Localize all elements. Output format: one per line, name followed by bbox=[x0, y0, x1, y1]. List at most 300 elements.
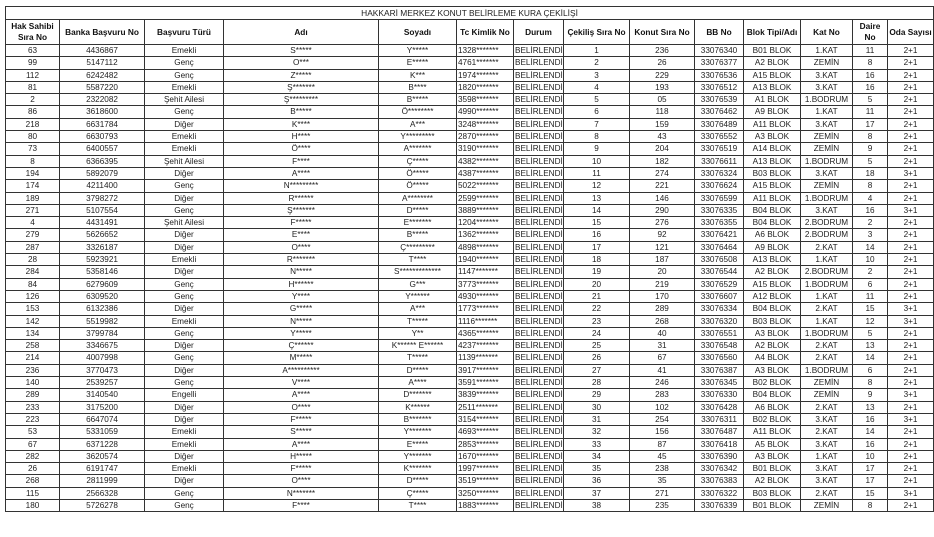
cell-blok-tipi: B04 BLOK bbox=[744, 217, 801, 229]
cell-basvuru-turu: Genç bbox=[145, 204, 224, 216]
cell-banka-basvuru-no: 3620574 bbox=[60, 450, 145, 462]
cell-hak-sahibi-sira-no: 53 bbox=[6, 426, 60, 438]
cell-basvuru-turu: Diğer bbox=[145, 241, 224, 253]
cell-basvuru-turu: Genç bbox=[145, 180, 224, 192]
table-row bbox=[6, 438, 934, 450]
cell-blok-tipi: A4 BLOK bbox=[744, 352, 801, 364]
cell-oda-sayisi: 3+1 bbox=[888, 204, 934, 216]
table-row bbox=[6, 463, 934, 475]
cell-adi: M***** bbox=[224, 352, 379, 364]
cell-cekilis-sira-no: 7 bbox=[564, 118, 630, 130]
cell-kat-no: 3.KAT bbox=[801, 438, 853, 450]
cell-blok-tipi: A3 BLOK bbox=[744, 450, 801, 462]
cell-konut-sira-no: 67 bbox=[630, 352, 695, 364]
cell-banka-basvuru-no: 6366395 bbox=[60, 155, 145, 167]
cell-soyadi: K****** bbox=[379, 401, 457, 413]
cell-adi: A**** bbox=[224, 438, 379, 450]
cell-hak-sahibi-sira-no: 26 bbox=[6, 463, 60, 475]
cell-daire-no: 11 bbox=[853, 106, 888, 118]
table-row bbox=[6, 155, 934, 167]
cell-blok-tipi: B03 BLOK bbox=[744, 315, 801, 327]
cell-cekilis-sira-no: 2 bbox=[564, 57, 630, 69]
cell-bb-no: 33076508 bbox=[695, 254, 744, 266]
cell-durum: BELİRLENDİ bbox=[515, 267, 563, 277]
cell-konut-sira-no: 20 bbox=[630, 266, 695, 278]
cell-banka-basvuru-no: 4007998 bbox=[60, 352, 145, 364]
cell-oda-sayisi: 2+1 bbox=[888, 499, 934, 511]
cell-oda-sayisi: 2+1 bbox=[888, 69, 934, 81]
cell-bb-no: 33076390 bbox=[695, 450, 744, 462]
cell-oda-sayisi: 2+1 bbox=[888, 278, 934, 290]
cell-cekilis-sira-no: 21 bbox=[564, 290, 630, 302]
cell-tc-kimlik-no: 1116******* bbox=[457, 315, 514, 327]
table-row bbox=[6, 340, 934, 352]
cell-basvuru-turu: Genç bbox=[145, 352, 224, 364]
cell-tc-kimlik-no: 2599******* bbox=[457, 192, 514, 204]
cell-cekilis-sira-no: 28 bbox=[564, 377, 630, 389]
cell-bb-no: 33076340 bbox=[695, 45, 744, 57]
table-row bbox=[6, 499, 934, 511]
cell-bb-no: 33076624 bbox=[695, 180, 744, 192]
cell-konut-sira-no: 246 bbox=[630, 377, 695, 389]
cell-konut-sira-no: 35 bbox=[630, 475, 695, 487]
cell-soyadi: Y******* bbox=[379, 450, 457, 462]
cell-banka-basvuru-no: 5892079 bbox=[60, 167, 145, 179]
cell-basvuru-turu: Genç bbox=[145, 69, 224, 81]
cell-durum: BELİRLENDİ bbox=[515, 82, 563, 92]
cell-durum: BELİRLENDİ bbox=[515, 304, 563, 314]
cell-soyadi: Y********* bbox=[379, 131, 457, 143]
cell-kat-no: 1.BODRUM bbox=[801, 364, 853, 376]
cell-cekilis-sira-no: 24 bbox=[564, 327, 630, 339]
cell-konut-sira-no: 187 bbox=[630, 254, 695, 266]
cell-blok-tipi: B01 BLOK bbox=[744, 499, 801, 511]
cell-konut-sira-no: 26 bbox=[630, 57, 695, 69]
cell-banka-basvuru-no: 5107554 bbox=[60, 204, 145, 216]
column-header-adi: Adı bbox=[224, 20, 379, 45]
cell-konut-sira-no: 159 bbox=[630, 118, 695, 130]
cell-konut-sira-no: 290 bbox=[630, 204, 695, 216]
table-row bbox=[6, 413, 934, 425]
cell-adi: Ş********* bbox=[224, 94, 379, 106]
cell-soyadi: T**** bbox=[379, 499, 457, 511]
cell-oda-sayisi: 2+1 bbox=[888, 475, 934, 487]
cell-konut-sira-no: 193 bbox=[630, 81, 695, 93]
cell-bb-no: 33076529 bbox=[695, 278, 744, 290]
cell-tc-kimlik-no: 3250******* bbox=[457, 487, 514, 499]
cell-cekilis-sira-no: 26 bbox=[564, 352, 630, 364]
cell-cekilis-sira-no: 23 bbox=[564, 315, 630, 327]
cell-soyadi: T**** bbox=[379, 254, 457, 266]
cell-konut-sira-no: 204 bbox=[630, 143, 695, 155]
cell-durum: BELİRLENDİ bbox=[515, 328, 563, 338]
cell-soyadi: B***** bbox=[379, 229, 457, 241]
table-row bbox=[6, 106, 934, 118]
cell-cekilis-sira-no: 27 bbox=[564, 364, 630, 376]
cell-kat-no: 3.KAT bbox=[801, 69, 853, 81]
cell-kat-no: 2.KAT bbox=[801, 426, 853, 438]
cell-basvuru-turu: Engelli bbox=[145, 389, 224, 401]
cell-durum: BELİRLENDİ bbox=[515, 58, 563, 68]
cell-daire-no: 9 bbox=[853, 389, 888, 401]
cell-hak-sahibi-sira-no: 142 bbox=[6, 315, 60, 327]
cell-adi: S***** bbox=[224, 45, 379, 57]
cell-blok-tipi: A9 BLOK bbox=[744, 106, 801, 118]
cell-adi: N***** bbox=[224, 315, 379, 327]
cell-hak-sahibi-sira-no: 8 bbox=[6, 155, 60, 167]
cell-soyadi: T***** bbox=[379, 315, 457, 327]
cell-bb-no: 33076339 bbox=[695, 499, 744, 511]
cell-adi: F***** bbox=[224, 463, 379, 475]
column-header-bb-no: BB No bbox=[695, 20, 744, 45]
cell-cekilis-sira-no: 8 bbox=[564, 131, 630, 143]
cell-konut-sira-no: 45 bbox=[630, 450, 695, 462]
cell-adi: G***** bbox=[224, 303, 379, 315]
cell-cekilis-sira-no: 16 bbox=[564, 229, 630, 241]
cell-banka-basvuru-no: 6631784 bbox=[60, 118, 145, 130]
cell-banka-basvuru-no: 3175200 bbox=[60, 401, 145, 413]
cell-oda-sayisi: 3+1 bbox=[888, 303, 934, 315]
cell-hak-sahibi-sira-no: 81 bbox=[6, 81, 60, 93]
table-row bbox=[6, 315, 934, 327]
cell-daire-no: 2 bbox=[853, 217, 888, 229]
table-row bbox=[6, 204, 934, 216]
cell-durum: BELİRLENDİ bbox=[515, 230, 563, 240]
cell-bb-no: 33076462 bbox=[695, 106, 744, 118]
cell-daire-no: 18 bbox=[853, 167, 888, 179]
cell-banka-basvuru-no: 6309520 bbox=[60, 290, 145, 302]
table-row bbox=[6, 57, 934, 69]
cell-banka-basvuru-no: 4436867 bbox=[60, 45, 145, 57]
cell-blok-tipi: B02 BLOK bbox=[744, 413, 801, 425]
table-row bbox=[6, 278, 934, 290]
cell-adi: N******* bbox=[224, 487, 379, 499]
cell-daire-no: 9 bbox=[853, 143, 888, 155]
cell-konut-sira-no: 221 bbox=[630, 180, 695, 192]
cell-banka-basvuru-no: 5923921 bbox=[60, 254, 145, 266]
cell-blok-tipi: A15 BLOK bbox=[744, 278, 801, 290]
cell-banka-basvuru-no: 3346675 bbox=[60, 340, 145, 352]
cell-daire-no: 10 bbox=[853, 254, 888, 266]
cell-durum: BELİRLENDİ bbox=[515, 156, 563, 166]
cell-blok-tipi: B04 BLOK bbox=[744, 303, 801, 315]
cell-blok-tipi: A6 BLOK bbox=[744, 401, 801, 413]
cell-basvuru-turu: Şehit Ailesi bbox=[145, 155, 224, 167]
cell-blok-tipi: A12 BLOK bbox=[744, 290, 801, 302]
cell-oda-sayisi: 2+1 bbox=[888, 57, 934, 69]
cell-konut-sira-no: 31 bbox=[630, 340, 695, 352]
cell-hak-sahibi-sira-no: 67 bbox=[6, 438, 60, 450]
cell-bb-no: 33076342 bbox=[695, 463, 744, 475]
cell-daire-no: 5 bbox=[853, 155, 888, 167]
cell-cekilis-sira-no: 19 bbox=[564, 266, 630, 278]
cell-blok-tipi: A13 BLOK bbox=[744, 254, 801, 266]
cell-tc-kimlik-no: 1204******* bbox=[457, 217, 514, 229]
cell-soyadi: Y******* bbox=[379, 426, 457, 438]
cell-tc-kimlik-no: 3598******* bbox=[457, 94, 514, 106]
cell-tc-kimlik-no: 1883******* bbox=[457, 499, 514, 511]
cell-oda-sayisi: 3+1 bbox=[888, 487, 934, 499]
column-header-kat-no: Kat No bbox=[801, 20, 853, 45]
cell-konut-sira-no: 156 bbox=[630, 426, 695, 438]
cell-kat-no: ZEMİN bbox=[801, 377, 853, 389]
table-row bbox=[6, 69, 934, 81]
cell-basvuru-turu: Emekli bbox=[145, 438, 224, 450]
cell-daire-no: 8 bbox=[853, 377, 888, 389]
cell-adi: F***** bbox=[224, 413, 379, 425]
cell-cekilis-sira-no: 29 bbox=[564, 389, 630, 401]
cell-bb-no: 33076544 bbox=[695, 266, 744, 278]
cell-durum: BELİRLENDİ bbox=[515, 427, 563, 437]
cell-kat-no: ZEMİN bbox=[801, 131, 853, 143]
cell-cekilis-sira-no: 32 bbox=[564, 426, 630, 438]
lottery-results-document bbox=[5, 6, 932, 512]
column-header-blok-tipi: Blok Tipi/Adı bbox=[744, 20, 801, 45]
cell-oda-sayisi: 2+1 bbox=[888, 118, 934, 130]
cell-blok-tipi: A2 BLOK bbox=[744, 340, 801, 352]
cell-soyadi: A******* bbox=[379, 143, 457, 155]
cell-daire-no: 8 bbox=[853, 131, 888, 143]
cell-durum: BELİRLENDİ bbox=[515, 476, 563, 486]
cell-banka-basvuru-no: 6400557 bbox=[60, 143, 145, 155]
cell-basvuru-turu: Diğer bbox=[145, 266, 224, 278]
cell-tc-kimlik-no: 2853******* bbox=[457, 438, 514, 450]
cell-soyadi: D***** bbox=[379, 364, 457, 376]
column-header-oda-sayisi: Oda Sayısı bbox=[888, 20, 934, 45]
cell-bb-no: 33076428 bbox=[695, 401, 744, 413]
cell-hak-sahibi-sira-no: 223 bbox=[6, 413, 60, 425]
cell-bb-no: 33076311 bbox=[695, 413, 744, 425]
cell-daire-no: 16 bbox=[853, 69, 888, 81]
cell-oda-sayisi: 2+1 bbox=[888, 106, 934, 118]
cell-daire-no: 2 bbox=[853, 266, 888, 278]
cell-oda-sayisi: 2+1 bbox=[888, 327, 934, 339]
cell-adi: B***** bbox=[224, 106, 379, 118]
cell-basvuru-turu: Diğer bbox=[145, 192, 224, 204]
cell-basvuru-turu: Diğer bbox=[145, 475, 224, 487]
cell-kat-no: 3.KAT bbox=[801, 81, 853, 93]
column-header-durum: Durum bbox=[514, 20, 564, 45]
cell-adi: N********* bbox=[224, 180, 379, 192]
cell-banka-basvuru-no: 2322082 bbox=[60, 94, 145, 106]
table-row bbox=[6, 241, 934, 253]
table-row bbox=[6, 487, 934, 499]
table-row bbox=[6, 364, 934, 376]
cell-daire-no: 4 bbox=[853, 192, 888, 204]
column-header-soyadi: Soyadı bbox=[379, 20, 457, 45]
cell-soyadi: A******** bbox=[379, 192, 457, 204]
cell-daire-no: 16 bbox=[853, 81, 888, 93]
cell-kat-no: 3.KAT bbox=[801, 463, 853, 475]
cell-basvuru-turu: Emekli bbox=[145, 131, 224, 143]
cell-basvuru-turu: Genç bbox=[145, 278, 224, 290]
cell-hak-sahibi-sira-no: 174 bbox=[6, 180, 60, 192]
cell-tc-kimlik-no: 4990******* bbox=[457, 106, 514, 118]
cell-kat-no: 3.KAT bbox=[801, 475, 853, 487]
cell-durum: BELİRLENDİ bbox=[515, 119, 563, 129]
cell-adi: O**** bbox=[224, 241, 379, 253]
cell-banka-basvuru-no: 6371228 bbox=[60, 438, 145, 450]
cell-durum: BELİRLENDİ bbox=[515, 451, 563, 461]
cell-hak-sahibi-sira-no: 289 bbox=[6, 389, 60, 401]
cell-konut-sira-no: 236 bbox=[630, 45, 695, 57]
cell-oda-sayisi: 2+1 bbox=[888, 192, 934, 204]
cell-durum: BELİRLENDİ bbox=[515, 439, 563, 449]
cell-kat-no: ZEMİN bbox=[801, 180, 853, 192]
cell-konut-sira-no: 05 bbox=[630, 94, 695, 106]
cell-basvuru-turu: Diğer bbox=[145, 167, 224, 179]
cell-adi: H**** bbox=[224, 131, 379, 143]
cell-blok-tipi: B04 BLOK bbox=[744, 389, 801, 401]
cell-bb-no: 33076464 bbox=[695, 241, 744, 253]
cell-banka-basvuru-no: 2566328 bbox=[60, 487, 145, 499]
cell-kat-no: 1.KAT bbox=[801, 106, 853, 118]
cell-hak-sahibi-sira-no: 236 bbox=[6, 364, 60, 376]
cell-oda-sayisi: 2+1 bbox=[888, 45, 934, 57]
cell-adi: Ç****** bbox=[224, 340, 379, 352]
cell-basvuru-turu: Diğer bbox=[145, 401, 224, 413]
cell-soyadi: A*** bbox=[379, 303, 457, 315]
cell-durum: BELİRLENDİ bbox=[515, 242, 563, 252]
cell-durum: BELİRLENDİ bbox=[515, 365, 563, 375]
cell-blok-tipi: A3 BLOK bbox=[744, 364, 801, 376]
cell-durum: BELİRLENDİ bbox=[515, 464, 563, 474]
header-row bbox=[6, 20, 934, 45]
cell-adi: H***** bbox=[224, 450, 379, 462]
cell-basvuru-turu: Diğer bbox=[145, 450, 224, 462]
cell-soyadi: Y***** bbox=[379, 45, 457, 57]
table-row bbox=[6, 118, 934, 130]
cell-blok-tipi: A11 BLOK bbox=[744, 118, 801, 130]
cell-konut-sira-no: 276 bbox=[630, 217, 695, 229]
cell-bb-no: 33076418 bbox=[695, 438, 744, 450]
cell-banka-basvuru-no: 6630793 bbox=[60, 131, 145, 143]
cell-oda-sayisi: 2+1 bbox=[888, 217, 934, 229]
cell-blok-tipi: A14 BLOK bbox=[744, 143, 801, 155]
cell-hak-sahibi-sira-no: 115 bbox=[6, 487, 60, 499]
cell-kat-no: 1.KAT bbox=[801, 45, 853, 57]
cell-daire-no: 11 bbox=[853, 45, 888, 57]
cell-kat-no: 1.BODRUM bbox=[801, 155, 853, 167]
cell-konut-sira-no: 274 bbox=[630, 167, 695, 179]
cell-durum: BELİRLENDİ bbox=[515, 70, 563, 80]
cell-adi: Z***** bbox=[224, 69, 379, 81]
cell-bb-no: 33076607 bbox=[695, 290, 744, 302]
cell-cekilis-sira-no: 20 bbox=[564, 278, 630, 290]
cell-bb-no: 33076335 bbox=[695, 204, 744, 216]
cell-basvuru-turu: Genç bbox=[145, 377, 224, 389]
cell-oda-sayisi: 2+1 bbox=[888, 81, 934, 93]
cell-oda-sayisi: 2+1 bbox=[888, 438, 934, 450]
cell-hak-sahibi-sira-no: 180 bbox=[6, 499, 60, 511]
document-title: HAKKARİ MERKEZ KONUT BELİRLEME KURA ÇEKİLİŞİ bbox=[6, 7, 934, 20]
cell-banka-basvuru-no: 5358146 bbox=[60, 266, 145, 278]
cell-bb-no: 33076611 bbox=[695, 155, 744, 167]
cell-tc-kimlik-no: 4930******* bbox=[457, 290, 514, 302]
cell-durum: BELİRLENDİ bbox=[515, 46, 563, 55]
cell-konut-sira-no: 87 bbox=[630, 438, 695, 450]
cell-hak-sahibi-sira-no: 2 bbox=[6, 94, 60, 106]
cell-banka-basvuru-no: 2539257 bbox=[60, 377, 145, 389]
cell-blok-tipi: A2 BLOK bbox=[744, 266, 801, 278]
cell-daire-no: 5 bbox=[853, 94, 888, 106]
cell-kat-no: 1.BODRUM bbox=[801, 278, 853, 290]
cell-bb-no: 33076489 bbox=[695, 118, 744, 130]
cell-daire-no: 11 bbox=[853, 290, 888, 302]
cell-soyadi: T***** bbox=[379, 352, 457, 364]
column-header-daire-no: Daire No bbox=[853, 20, 888, 45]
table-row bbox=[6, 94, 934, 106]
cell-daire-no: 14 bbox=[853, 352, 888, 364]
cell-soyadi: Ç********* bbox=[379, 241, 457, 253]
cell-soyadi: Ö******** bbox=[379, 106, 457, 118]
cell-durum: BELİRLENDİ bbox=[515, 205, 563, 215]
cell-adi: O**** bbox=[224, 401, 379, 413]
table-row bbox=[6, 217, 934, 229]
cell-oda-sayisi: 2+1 bbox=[888, 229, 934, 241]
cell-banka-basvuru-no: 6279609 bbox=[60, 278, 145, 290]
cell-adi: A********** bbox=[224, 364, 379, 376]
cell-tc-kimlik-no: 2870******* bbox=[457, 131, 514, 143]
cell-blok-tipi: A6 BLOK bbox=[744, 229, 801, 241]
cell-kat-no: 3.KAT bbox=[801, 167, 853, 179]
cell-konut-sira-no: 254 bbox=[630, 413, 695, 425]
cell-adi: H****** bbox=[224, 278, 379, 290]
cell-adi: F**** bbox=[224, 155, 379, 167]
cell-oda-sayisi: 3+1 bbox=[888, 389, 934, 401]
cell-daire-no: 8 bbox=[853, 499, 888, 511]
table-row bbox=[6, 426, 934, 438]
table-row bbox=[6, 229, 934, 241]
cell-adi: O*** bbox=[224, 57, 379, 69]
cell-oda-sayisi: 2+1 bbox=[888, 352, 934, 364]
cell-cekilis-sira-no: 15 bbox=[564, 217, 630, 229]
cell-soyadi: Ö***** bbox=[379, 167, 457, 179]
cell-daire-no: 10 bbox=[853, 450, 888, 462]
cell-cekilis-sira-no: 3 bbox=[564, 69, 630, 81]
cell-bb-no: 33076552 bbox=[695, 131, 744, 143]
cell-tc-kimlik-no: 3190******* bbox=[457, 143, 514, 155]
cell-durum: BELİRLENDİ bbox=[515, 500, 563, 510]
cell-adi: Ş******* bbox=[224, 81, 379, 93]
cell-adi: R******* bbox=[224, 254, 379, 266]
cell-durum: BELİRLENDİ bbox=[515, 291, 563, 301]
cell-hak-sahibi-sira-no: 134 bbox=[6, 327, 60, 339]
cell-soyadi: Ç***** bbox=[379, 487, 457, 499]
cell-hak-sahibi-sira-no: 258 bbox=[6, 340, 60, 352]
cell-hak-sahibi-sira-no: 80 bbox=[6, 131, 60, 143]
table-row bbox=[6, 254, 934, 266]
cell-hak-sahibi-sira-no: 214 bbox=[6, 352, 60, 364]
cell-daire-no: 14 bbox=[853, 426, 888, 438]
table-row bbox=[6, 167, 934, 179]
cell-hak-sahibi-sira-no: 189 bbox=[6, 192, 60, 204]
cell-durum: BELİRLENDİ bbox=[515, 279, 563, 289]
cell-daire-no: 5 bbox=[853, 327, 888, 339]
cell-soyadi: D***** bbox=[379, 475, 457, 487]
cell-basvuru-turu: Genç bbox=[145, 487, 224, 499]
cell-blok-tipi: A3 BLOK bbox=[744, 131, 801, 143]
cell-basvuru-turu: Diğer bbox=[145, 303, 224, 315]
cell-tc-kimlik-no: 3591******* bbox=[457, 377, 514, 389]
cell-konut-sira-no: 43 bbox=[630, 131, 695, 143]
cell-oda-sayisi: 2+1 bbox=[888, 241, 934, 253]
cell-soyadi: K****** E****** bbox=[379, 340, 457, 352]
cell-durum: BELİRLENDİ bbox=[515, 316, 563, 326]
cell-banka-basvuru-no: 3140540 bbox=[60, 389, 145, 401]
cell-cekilis-sira-no: 31 bbox=[564, 413, 630, 425]
cell-oda-sayisi: 2+1 bbox=[888, 266, 934, 278]
